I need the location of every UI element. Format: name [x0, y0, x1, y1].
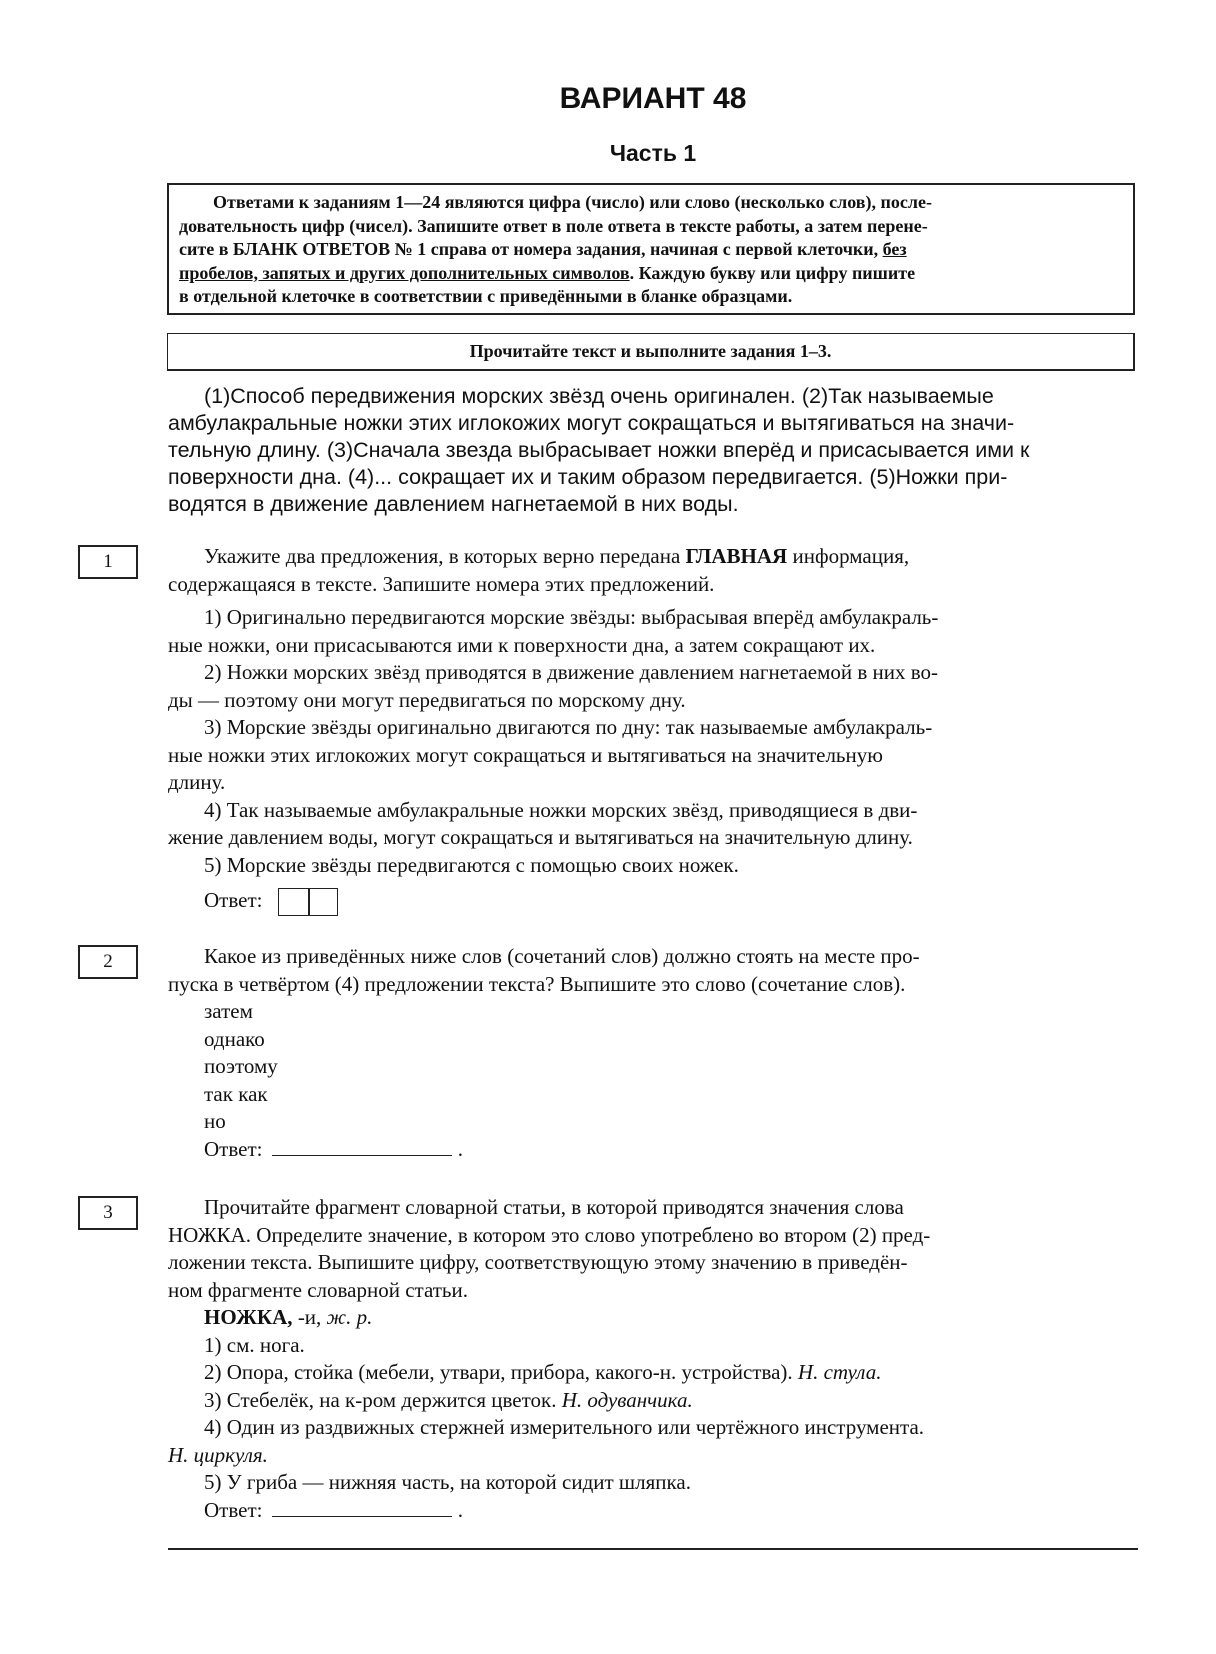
- meaning-text: 4) Один из раздвижных стержней измерительного или чертёжного инструмента.: [204, 1415, 925, 1439]
- entry-word: НОЖКА,: [204, 1305, 293, 1329]
- entry-suffix: -и,: [297, 1305, 322, 1329]
- instructions-line-1: Ответами к заданиям 1—24 являются цифра (число) или слово (несколько слов), после-: [213, 192, 932, 212]
- meaning-4-example-line: [168, 1442, 1138, 1470]
- meaning-text: 3) Стебелёк, на к-ром держится цветок.: [204, 1387, 557, 1412]
- meaning-example: Н. одуванчика.: [561, 1387, 693, 1412]
- instructions-underlined-a: без: [882, 239, 907, 259]
- instructions-line-5: в отдельной клеточке в соответствии с приведёнными в бланке образцами.: [179, 286, 793, 306]
- task-2-answer-row: [168, 1136, 1138, 1164]
- task-1-answer-row: [168, 883, 1138, 917]
- source-line: водятся в движение давлением нагнетаемой в них воды.: [168, 492, 739, 516]
- task-2-word: затем: [204, 999, 253, 1023]
- task-2-answer-period: .: [457, 1136, 463, 1161]
- task-3-prompt-line-3: ложении текста. Выпишите цифру, соответствующую этому значению в приведён-: [168, 1250, 908, 1274]
- dictionary-entry-head: [168, 1304, 1138, 1332]
- task-number-3: 3: [78, 1196, 138, 1230]
- task-1-option-1-line-1: 1) Оригинально передвигаются морские звёзды: выбрасывая вперёд амбулакраль-: [204, 605, 939, 629]
- meaning-example: Н. циркуля.: [168, 1442, 268, 1467]
- task-2-word: так как: [204, 1081, 268, 1106]
- meaning-text: 2) Опора, стойка (мебели, утвари, прибора, какого-н. устройства).: [204, 1360, 793, 1384]
- task-1-option-4-line-2: жение давлением воды, могут сокращаться и вытягиваться на значительную длину.: [168, 825, 913, 849]
- task-1-prompt-bold: ГЛАВНАЯ: [685, 544, 788, 568]
- task-3-answer-field[interactable]: [272, 1502, 452, 1517]
- task-3: [168, 1194, 1138, 1524]
- task-3-prompt-line-4: ном фрагменте словарной статьи.: [168, 1277, 468, 1302]
- task-1-option-2-line-2: ды — поэтому они могут передвигаться по морскому дну.: [168, 687, 686, 712]
- task-1-option-3-line-3: длину.: [168, 770, 226, 794]
- instructions-line-3-text: сите в БЛАНК ОТВЕТОВ № 1 справа от номера задания, начиная с первой клеточки,: [179, 239, 879, 259]
- source-line: амбулакральные ножки этих иглокожих могут сокращаться и вытягиваться на значи-: [168, 411, 1015, 435]
- instructions-line-4: [179, 262, 1123, 286]
- instructions-line-4-tail: . Каждую букву или цифру пишите: [629, 262, 916, 283]
- instructions-line-3: [179, 238, 1123, 262]
- task-1-prompt-end: информация,: [792, 544, 910, 568]
- task-1-prompt-start: Укажите два предложения, в которых верно передана: [204, 544, 681, 568]
- task-1-option-5: 5) Морские звёзды передвигаются с помощью своих ножек.: [204, 852, 739, 877]
- meaning-4: [168, 1414, 1138, 1442]
- task-number-2: 2: [78, 945, 138, 979]
- meaning-text: 1) см. нога.: [204, 1332, 305, 1357]
- variant-title: ВАРИАНТ 48: [559, 82, 747, 115]
- task-2-answer-field[interactable]: [272, 1141, 452, 1156]
- task-1-option-3-line-2: ные ножки этих иглокожих могут сокращаться и вытягиваться на значительную: [168, 742, 883, 767]
- part-title: Часть 1: [609, 140, 697, 166]
- task-1-prompt-line-2: содержащаяся в тексте. Запишите номера этих предложений.: [168, 571, 715, 596]
- source-line: тельную длину. (3)Сначала звезда выбрасывает ножки вперёд и присасывается ими к: [168, 438, 1030, 462]
- task-2: [168, 943, 1138, 1163]
- bottom-divider: [168, 1548, 1138, 1550]
- task-1: [168, 543, 1138, 917]
- task-2-prompt-line-2: пуска в четвёртом (4) предложении текста? Выпишите это слово (сочетание слов).: [168, 971, 906, 996]
- task-3-answer-period: .: [457, 1497, 463, 1522]
- task-number-1: 1: [78, 545, 138, 579]
- task-3-prompt-line-2: НОЖКА. Определите значение, в котором это слово употреблено во втором (2) пред-: [168, 1222, 931, 1247]
- meaning-text: 5) У гриба — нижняя часть, на которой сидит шляпка.: [204, 1470, 691, 1494]
- meaning-2: [168, 1359, 1138, 1387]
- task-1-answer-label: Ответ:: [204, 888, 263, 912]
- meaning-5: [168, 1469, 1138, 1497]
- instructions-underlined-b: пробелов, запятых и других дополнительных символов: [179, 262, 630, 283]
- source-text: [168, 383, 1136, 518]
- source-line: поверхности дна. (4)... сокращает их и таким образом передвигается. (5)Ножки при-: [168, 465, 1008, 489]
- task-3-answer-row: [168, 1497, 1138, 1525]
- instructions-line-2: довательность цифр (чисел). Запишите ответ в поле ответа в тексте работы, а затем перене-: [179, 215, 928, 236]
- meaning-example: Н. стула.: [797, 1360, 882, 1384]
- task-2-word: поэтому: [204, 1054, 278, 1078]
- task-1-prompt: [168, 543, 1138, 571]
- task-1-option-3-line-1: 3) Морские звёзды оригинально двигаются по дну: так называемые амбулакраль-: [204, 715, 933, 739]
- task-2-word: однако: [204, 1026, 265, 1051]
- meaning-1: [168, 1332, 1138, 1360]
- source-line: (1)Способ передвижения морских звёзд очень оригинален. (2)Так называемые: [204, 384, 994, 408]
- task-2-word: но: [204, 1109, 226, 1133]
- task-3-answer-label: Ответ:: [204, 1497, 263, 1522]
- task-1-option-4-line-1: 4) Так называемые амбулакральные ножки морских звёзд, приводящиеся в дви-: [204, 797, 918, 822]
- meaning-3: [168, 1387, 1138, 1415]
- task-1-answer-cells[interactable]: [278, 888, 338, 916]
- read-prompt-box: Прочитайте текст и выполните задания 1–3.: [167, 333, 1135, 371]
- task-2-prompt-line-1: Какое из приведённых ниже слов (сочетаний слов) должно стоять на месте про-: [204, 944, 920, 968]
- task-1-option-1-line-2: ные ножки, они присасываются ими к поверхности дна, а затем сокращают их.: [168, 632, 876, 657]
- entry-gender: ж. р.: [326, 1305, 373, 1329]
- instructions-box: [167, 183, 1135, 315]
- task-2-answer-label: Ответ:: [204, 1136, 263, 1161]
- task-1-option-2-line-1: 2) Ножки морских звёзд приводятся в движение давлением нагнетаемой в них во-: [204, 660, 939, 684]
- task-3-prompt-line-1: Прочитайте фрагмент словарной статьи, в которой приводятся значения слова: [204, 1195, 904, 1219]
